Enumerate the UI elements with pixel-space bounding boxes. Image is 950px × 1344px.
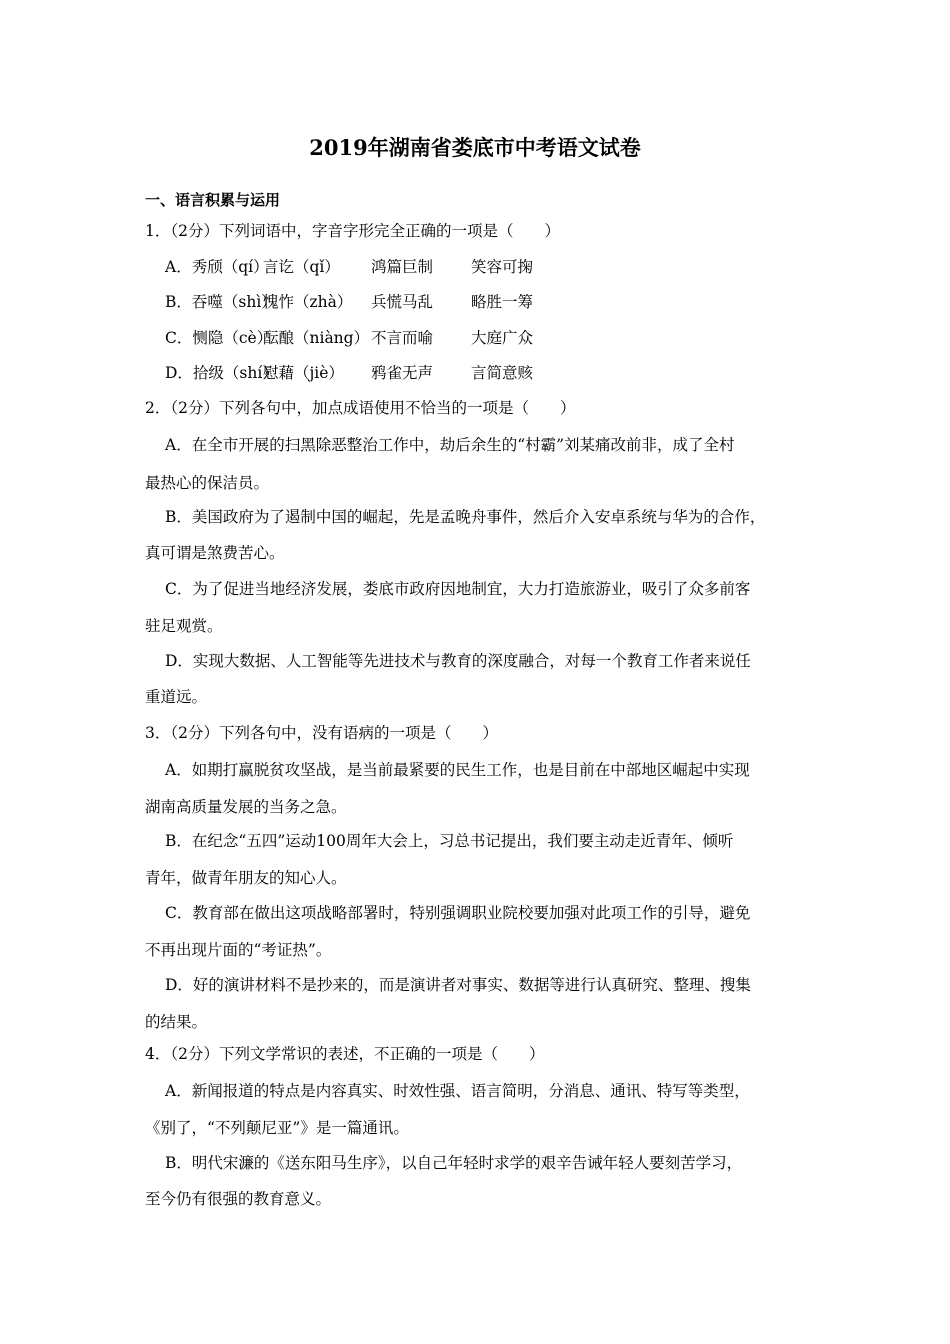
- q1-a-word-1: A．秀颀（qí）: [165, 258, 269, 276]
- q1-option-a: [165, 256, 533, 278]
- q1-c-word-3: 不言而喻: [371, 329, 434, 347]
- q1-d-word-2: 慰藉（jiè）: [263, 364, 344, 382]
- q3-option-b-line-1: B．在纪念“五四”运动100周年大会上，习总书记提出，我们要主动走近青年、倾听: [165, 832, 734, 850]
- question-2-stem: 2．（2分）下列各句中，加点成语使用不恰当的一项是（ ）: [145, 399, 576, 417]
- q1-option-c: [165, 327, 533, 349]
- q3-option-a-line-2: 湖南高质量发展的当务之急。: [145, 798, 347, 816]
- q1-c-word-1: C．恻隐（cè）: [165, 329, 273, 347]
- q1-b-word-3: 兵慌马乱: [371, 293, 434, 311]
- q3-option-c-line-2: 不再出现片面的“考证热”。: [145, 941, 332, 959]
- q2-option-c-line-2: 驻足观赏。: [145, 617, 223, 635]
- q2-option-b-line-1: B．美国政府为了遏制中国的崛起，先是孟晚舟事件，然后介入安卓系统与华为的合作，: [165, 508, 766, 526]
- q1-c-word-4: 大庭广众: [471, 329, 534, 347]
- question-4-stem: 4．（2分）下列文学常识的表述，不正确的一项是（ ）: [145, 1045, 545, 1063]
- q3-option-a-line-1: A．如期打赢脱贫攻坚战，是当前最紧要的民生工作，也是目前在中部地区崛起中实现: [165, 761, 750, 779]
- q3-option-c-line-1: C．教育部在做出这项战略部署时，特别强调职业院校要加强对此项工作的引导，避免: [165, 904, 751, 922]
- q1-a-word-4: 笑容可掬: [471, 258, 534, 276]
- q1-b-word-2: 愧怍（zhà）: [263, 293, 353, 311]
- q2-option-a-line-2: 最热心的保洁员。: [145, 474, 270, 492]
- q1-a-word-3: 鸿篇巨制: [371, 258, 434, 276]
- q1-b-word-1: B．吞噬（shì）: [165, 293, 277, 311]
- q2-option-d-line-1: D．实现大数据、人工智能等先进技术与教育的深度融合，对每一个教育工作者来说任: [165, 652, 751, 670]
- q4-option-b-line-2: 至今仍有很强的教育意义。: [145, 1190, 332, 1208]
- q4-option-a-line-1: A．新闻报道的特点是内容真实、时效性强、语言简明，分消息、通讯、特写等类型，: [165, 1082, 750, 1100]
- q1-d-word-3: 鸦雀无声: [371, 364, 434, 382]
- q4-option-b-line-1: B．明代宋濂的《送东阳马生序》，以自己年轻时求学的艰辛告诫年轻人要刻苦学习，: [165, 1154, 743, 1172]
- q3-option-d-line-2: 的结果。: [145, 1013, 208, 1031]
- q1-b-word-4: 略胜一筹: [471, 293, 534, 311]
- question-3-stem: 3．（2分）下列各句中，没有语病的一项是（ ）: [145, 724, 498, 742]
- q3-option-b-line-2: 青年，做青年朋友的知心人。: [145, 869, 347, 887]
- q1-option-b: [165, 291, 533, 313]
- exam-title: 2019年湖南省娄底市中考语文试卷: [309, 135, 641, 160]
- q2-option-b-line-2: 真可谓是煞费苦心。: [145, 544, 285, 562]
- q1-c-word-2: 酝酿（niàng）: [263, 329, 370, 347]
- q1-a-word-2: 言讫（qǐ）: [263, 258, 340, 276]
- q2-option-a-line-1: A．在全市开展的扫黑除恶整治工作中，劫后余生的“村霸”刘某痛改前非，成了全村: [165, 436, 735, 454]
- q3-option-d-line-1: D．好的演讲材料不是抄来的，而是演讲者对事实、数据等进行认真研究、整理、搜集: [165, 976, 751, 994]
- q1-option-d: [165, 362, 533, 384]
- q4-option-a-line-2: 《别了，“不列颠尼亚”》是一篇通讯。: [145, 1119, 409, 1137]
- q1-d-word-1: D．拾级（shí）: [165, 364, 278, 382]
- question-1-stem: 1．（2分）下列词语中，字音字形完全正确的一项是（ ）: [145, 222, 560, 240]
- q2-option-c-line-1: C．为了促进当地经济发展，娄底市政府因地制宜，大力打造旅游业，吸引了众多前客: [165, 580, 751, 598]
- q2-option-d-line-2: 重道远。: [145, 688, 208, 706]
- section-heading: 一、语言积累与运用: [145, 191, 281, 209]
- q1-d-word-4: 言简意赅: [471, 364, 534, 382]
